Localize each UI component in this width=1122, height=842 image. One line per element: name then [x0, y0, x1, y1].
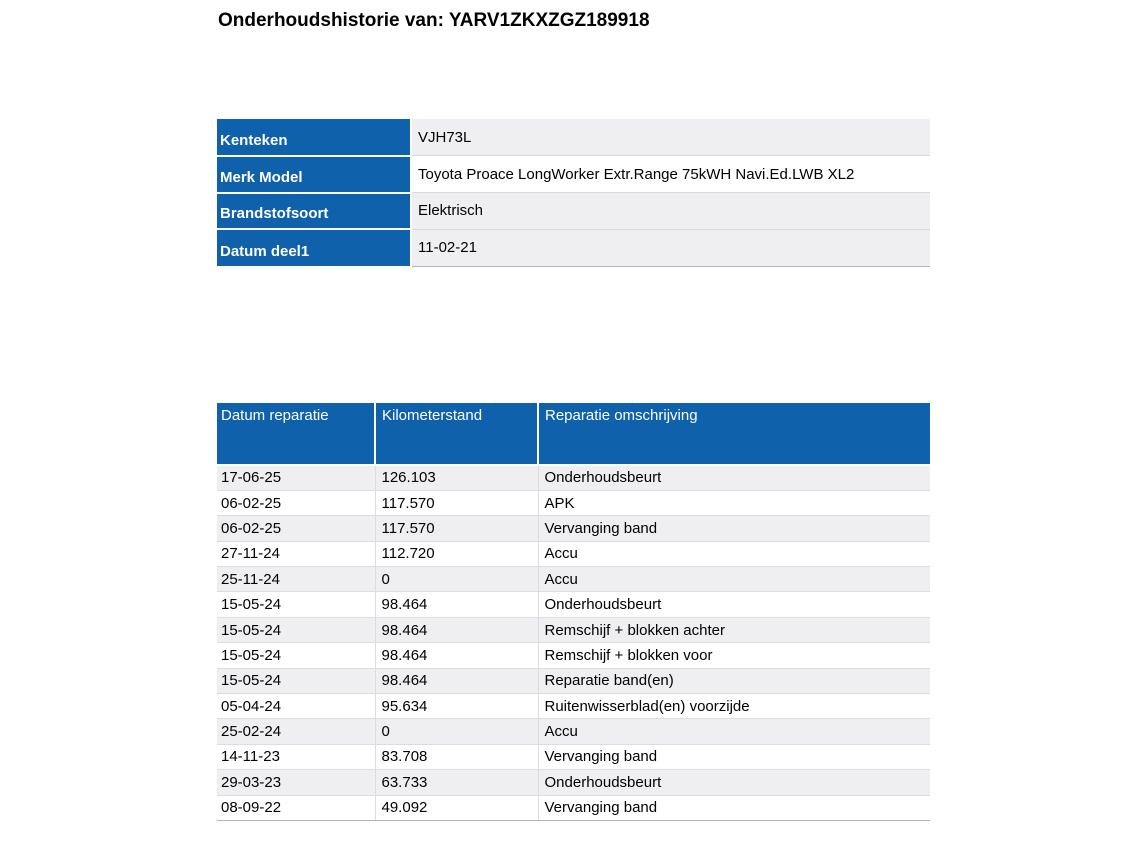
repair-row [217, 465, 930, 490]
vehicle-info-row [217, 119, 930, 156]
repair-row [217, 617, 930, 642]
repair-date-cell: 17-06-25 [217, 465, 375, 490]
repair-date-cell: 06-02-25 [217, 490, 375, 515]
repair-date-cell: 15-05-24 [217, 643, 375, 668]
odometer-cell: 126.103 [375, 465, 538, 490]
repair-date-cell: 15-05-24 [217, 592, 375, 617]
repair-date-cell: 08-09-22 [217, 795, 375, 820]
repair-row [217, 744, 930, 769]
repair-date-cell: 25-11-24 [217, 567, 375, 592]
odometer-cell: 117.570 [375, 516, 538, 541]
repair-date-cell: 15-05-24 [217, 617, 375, 642]
vehicle-info-label: Merk Model [217, 156, 411, 193]
repair-row [217, 490, 930, 515]
vehicle-info-body [217, 119, 930, 266]
repair-row [217, 516, 930, 541]
column-header-datum-reparatie: Datum reparatie [217, 403, 375, 465]
vehicle-info-value: Elektrisch [411, 193, 930, 230]
repair-history-body [217, 465, 930, 820]
odometer-cell: 63.733 [375, 770, 538, 795]
column-header-kilometerstand: Kilometerstand [375, 403, 538, 465]
repair-description-cell: APK [538, 490, 930, 515]
vehicle-info-row [217, 229, 930, 266]
repair-history-table [217, 403, 930, 821]
odometer-cell: 98.464 [375, 592, 538, 617]
odometer-cell: 98.464 [375, 668, 538, 693]
vehicle-info-row [217, 156, 930, 193]
repair-description-cell: Ruitenwisserblad(en) voorzijde [538, 694, 930, 719]
repair-date-cell: 15-05-24 [217, 668, 375, 693]
vehicle-info-value: VJH73L [411, 119, 930, 156]
repair-row [217, 567, 930, 592]
vehicle-info-label: Brandstofsoort [217, 193, 411, 230]
odometer-cell: 117.570 [375, 490, 538, 515]
repair-description-cell: Accu [538, 541, 930, 566]
repair-description-cell: Reparatie band(en) [538, 668, 930, 693]
odometer-cell: 98.464 [375, 643, 538, 668]
repair-date-cell: 06-02-25 [217, 516, 375, 541]
odometer-cell: 0 [375, 719, 538, 744]
vehicle-info-label: Kenteken [217, 119, 411, 156]
repair-description-cell: Vervanging band [538, 795, 930, 820]
repair-row [217, 694, 930, 719]
odometer-cell: 112.720 [375, 541, 538, 566]
odometer-cell: 98.464 [375, 617, 538, 642]
vehicle-info-label: Datum deel1 [217, 229, 411, 266]
vehicle-info-value: 11-02-21 [411, 229, 930, 266]
odometer-cell: 49.092 [375, 795, 538, 820]
vehicle-info-table [217, 119, 930, 267]
repair-description-cell: Onderhoudsbeurt [538, 770, 930, 795]
repair-date-cell: 14-11-23 [217, 744, 375, 769]
repair-description-cell: Onderhoudsbeurt [538, 465, 930, 490]
odometer-cell: 95.634 [375, 694, 538, 719]
repair-row [217, 541, 930, 566]
odometer-cell: 0 [375, 567, 538, 592]
repair-description-cell: Vervanging band [538, 516, 930, 541]
repair-header-row [217, 403, 930, 465]
column-header-reparatie-omschrijving: Reparatie omschrijving [538, 403, 930, 465]
repair-description-cell: Onderhoudsbeurt [538, 592, 930, 617]
repair-date-cell: 25-02-24 [217, 719, 375, 744]
repair-row [217, 643, 930, 668]
repair-description-cell: Vervanging band [538, 744, 930, 769]
repair-row [217, 668, 930, 693]
repair-date-cell: 29-03-23 [217, 770, 375, 795]
repair-row [217, 719, 930, 744]
repair-description-cell: Remschijf + blokken voor [538, 643, 930, 668]
repair-description-cell: Accu [538, 567, 930, 592]
repair-row [217, 592, 930, 617]
odometer-cell: 83.708 [375, 744, 538, 769]
vehicle-info-value: Toyota Proace LongWorker Extr.Range 75kWH Navi.Ed.LWB XL2 [411, 156, 930, 193]
repair-description-cell: Accu [538, 719, 930, 744]
page-title: Onderhoudshistorie van: YARV1ZKXZGZ189918 [218, 10, 650, 31]
repair-date-cell: 05-04-24 [217, 694, 375, 719]
repair-date-cell: 27-11-24 [217, 541, 375, 566]
repair-description-cell: Remschijf + blokken achter [538, 617, 930, 642]
repair-row [217, 795, 930, 820]
repair-row [217, 770, 930, 795]
vehicle-info-row [217, 193, 930, 230]
